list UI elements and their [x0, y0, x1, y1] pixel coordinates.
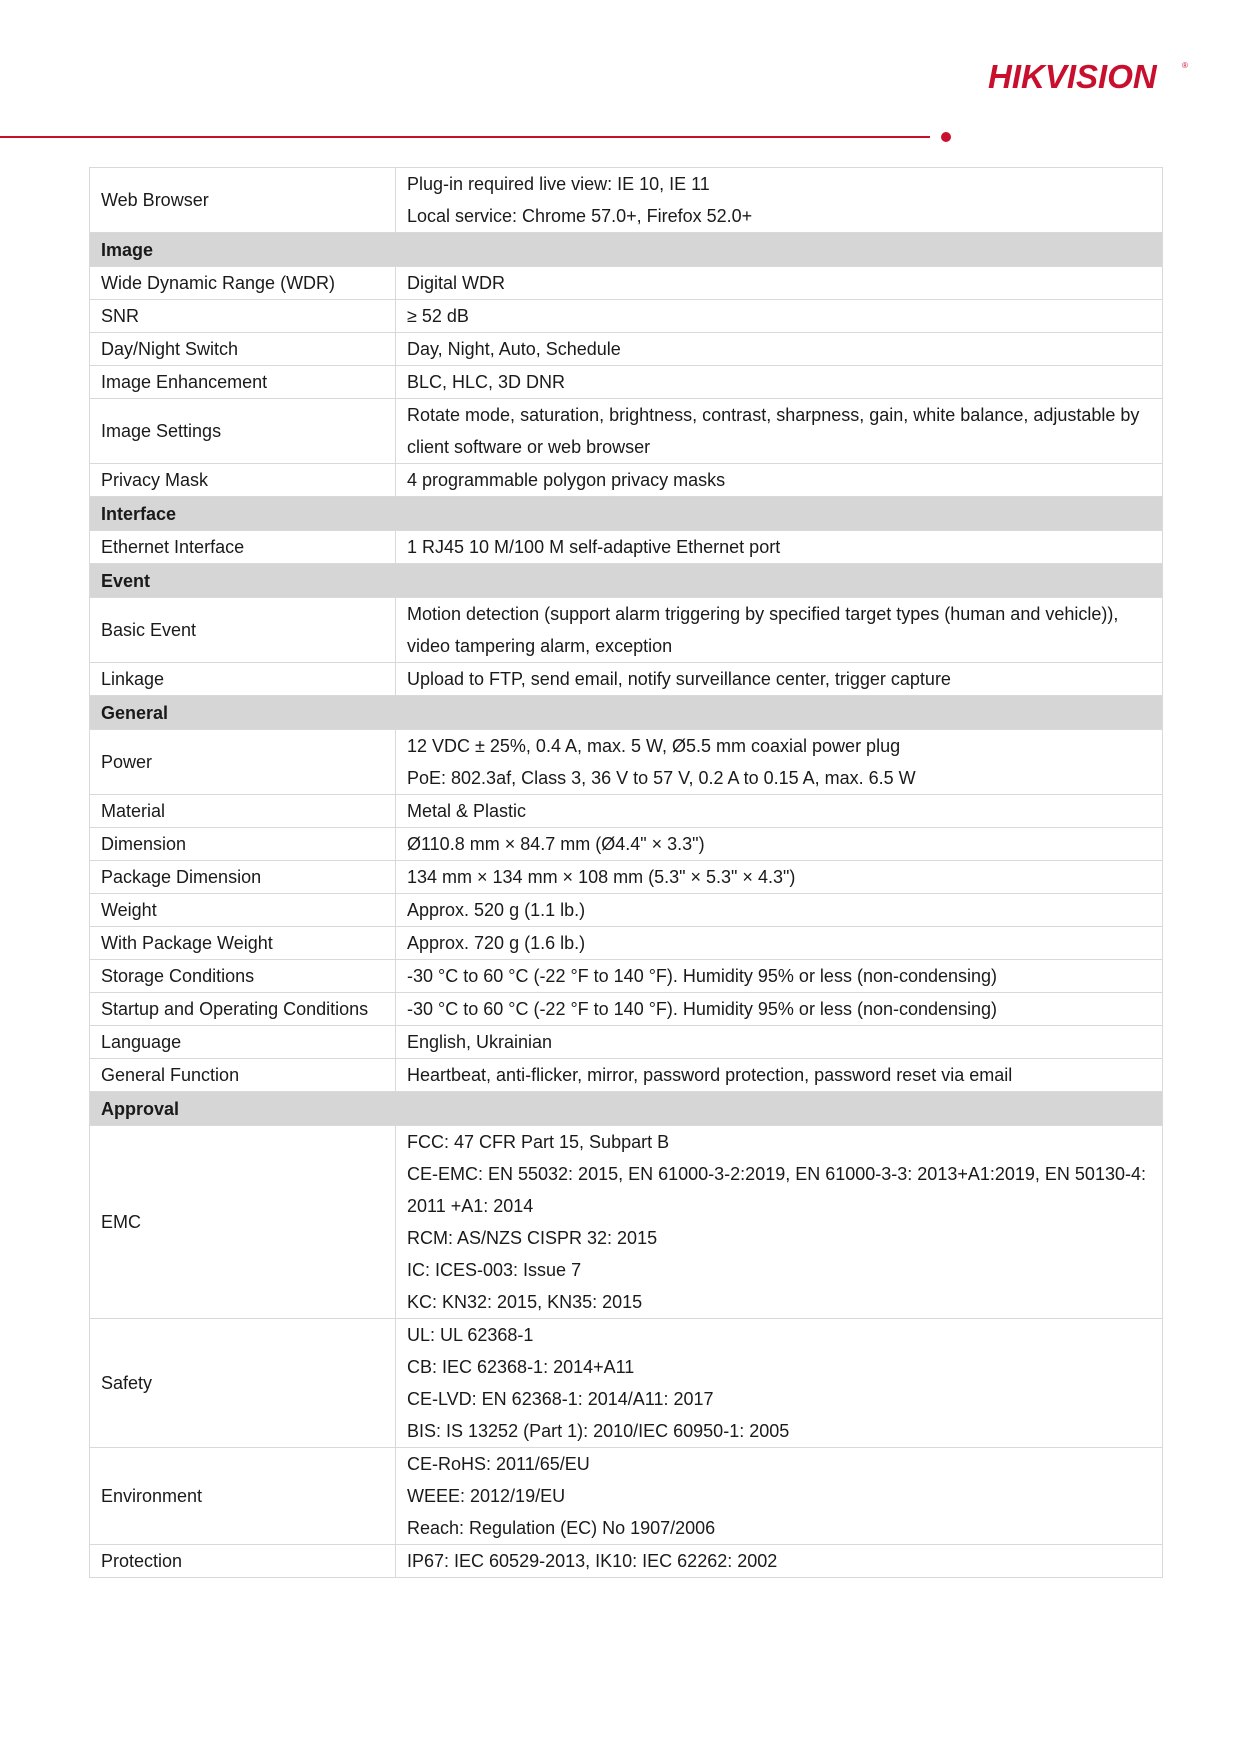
- spec-value: [396, 663, 1163, 696]
- spec-value-line: PoE: 802.3af, Class 3, 36 V to 57 V, 0.2 A to 0.15 A, max. 6.5 W: [407, 768, 916, 788]
- spec-value: [396, 464, 1163, 497]
- spec-value-line: 4 programmable polygon privacy masks: [407, 470, 726, 490]
- spec-value-line: Motion detection (support alarm triggering by specified target types (human and vehicle)), video tampering alarm, exception: [407, 604, 1119, 656]
- spec-label: Material: [90, 795, 396, 828]
- section-header-row: [90, 1092, 1163, 1126]
- section-header-row: [90, 564, 1163, 598]
- spec-value: [396, 927, 1163, 960]
- spec-value-line: RCM: AS/NZS CISPR 32: 2015: [407, 1228, 658, 1248]
- spec-row: [90, 1448, 1163, 1545]
- spec-value-line: WEEE: 2012/19/EU: [407, 1486, 566, 1506]
- spec-label: Package Dimension: [90, 861, 396, 894]
- spec-row: [90, 927, 1163, 960]
- spec-row: [90, 399, 1163, 464]
- spec-value-line: Day, Night, Auto, Schedule: [407, 339, 621, 359]
- spec-value: [396, 531, 1163, 564]
- spec-label: Weight: [90, 894, 396, 927]
- spec-value-line: Heartbeat, anti-flicker, mirror, password protection, password reset via email: [407, 1065, 1013, 1085]
- hikvision-logo: [988, 56, 1193, 96]
- spec-label: Web Browser: [90, 168, 396, 233]
- spec-value-line: Rotate mode, saturation, brightness, contrast, sharpness, gain, white balance, adjustable by client software or web browser: [407, 405, 1140, 457]
- spec-row: [90, 333, 1163, 366]
- spec-label: Basic Event: [90, 598, 396, 663]
- svg-text:®: ®: [1182, 61, 1188, 70]
- spec-label: Startup and Operating Conditions: [90, 993, 396, 1026]
- spec-value: [396, 1059, 1163, 1092]
- spec-row: [90, 1319, 1163, 1448]
- header-dot: [941, 132, 951, 142]
- spec-label: Environment: [90, 1448, 396, 1545]
- spec-value-line: IP67: IEC 60529-2013, IK10: IEC 62262: 2002: [407, 1551, 778, 1571]
- spec-label: Image Settings: [90, 399, 396, 464]
- spec-value-line: UL: UL 62368-1: [407, 1325, 534, 1345]
- spec-row: [90, 960, 1163, 993]
- spec-value-line: English, Ukrainian: [407, 1032, 553, 1052]
- spec-value-line: KC: KN32: 2015, KN35: 2015: [407, 1292, 643, 1312]
- section-header-row: [90, 233, 1163, 267]
- spec-row: [90, 663, 1163, 696]
- spec-value-line: CE-RoHS: 2011/65/EU: [407, 1454, 590, 1474]
- spec-value: [396, 1545, 1163, 1578]
- spec-value: [396, 168, 1163, 233]
- spec-value-line: Metal & Plastic: [407, 801, 527, 821]
- spec-value: [396, 300, 1163, 333]
- spec-row: [90, 795, 1163, 828]
- spec-label: Privacy Mask: [90, 464, 396, 497]
- spec-label: Ethernet Interface: [90, 531, 396, 564]
- spec-value: [396, 1319, 1163, 1448]
- spec-row: [90, 300, 1163, 333]
- spec-row: [90, 1545, 1163, 1578]
- spec-value: [396, 1448, 1163, 1545]
- spec-value-line: 134 mm × 134 mm × 108 mm (5.3" × 5.3" × 4.3"): [407, 867, 796, 887]
- section-title: Image: [90, 233, 1163, 267]
- spec-label: Protection: [90, 1545, 396, 1578]
- section-title: General: [90, 696, 1163, 730]
- spec-value-line: Reach: Regulation (EC) No 1907/2006: [407, 1518, 716, 1538]
- header-divider: [0, 136, 930, 138]
- spec-value-line: Upload to FTP, send email, notify surveillance center, trigger capture: [407, 669, 951, 689]
- spec-value-line: Plug-in required live view: IE 10, IE 11: [407, 174, 710, 194]
- spec-value-line: Digital WDR: [407, 273, 506, 293]
- spec-value-line: BIS: IS 13252 (Part 1): 2010/IEC 60950-1: 2005: [407, 1421, 790, 1441]
- spec-value-line: Approx. 520 g (1.1 lb.): [407, 900, 586, 920]
- spec-row: [90, 531, 1163, 564]
- spec-value: [396, 795, 1163, 828]
- spec-table: [89, 167, 1163, 1578]
- spec-label: Linkage: [90, 663, 396, 696]
- spec-row: [90, 1059, 1163, 1092]
- spec-label: Image Enhancement: [90, 366, 396, 399]
- section-title: Approval: [90, 1092, 1163, 1126]
- logo-text: HIKVISION: [988, 58, 1157, 95]
- spec-value: [396, 267, 1163, 300]
- section-title: Event: [90, 564, 1163, 598]
- spec-row: [90, 894, 1163, 927]
- spec-value: [396, 960, 1163, 993]
- spec-value-line: CB: IEC 62368-1: 2014+A11: [407, 1357, 635, 1377]
- spec-value: [396, 598, 1163, 663]
- spec-row: [90, 366, 1163, 399]
- spec-value: [396, 993, 1163, 1026]
- spec-value-line: -30 °C to 60 °C (-22 °F to 140 °F). Humidity 95% or less (non-condensing): [407, 966, 998, 986]
- section-header-row: [90, 497, 1163, 531]
- section-title: Interface: [90, 497, 1163, 531]
- spec-value: [396, 861, 1163, 894]
- spec-value: [396, 730, 1163, 795]
- spec-value: [396, 828, 1163, 861]
- spec-row: [90, 1026, 1163, 1059]
- spec-value: [396, 399, 1163, 464]
- spec-value-line: -30 °C to 60 °C (-22 °F to 140 °F). Humidity 95% or less (non-condensing): [407, 999, 998, 1019]
- section-header-row: [90, 696, 1163, 730]
- spec-label: Storage Conditions: [90, 960, 396, 993]
- spec-value-line: Approx. 720 g (1.6 lb.): [407, 933, 586, 953]
- spec-label: General Function: [90, 1059, 396, 1092]
- spec-value-line: CE-LVD: EN 62368-1: 2014/A11: 2017: [407, 1389, 714, 1409]
- spec-value: [396, 1126, 1163, 1319]
- spec-label: Safety: [90, 1319, 396, 1448]
- spec-label: SNR: [90, 300, 396, 333]
- spec-row: [90, 1126, 1163, 1319]
- spec-row: [90, 598, 1163, 663]
- spec-value-line: 1 RJ45 10 M/100 M self-adaptive Ethernet port: [407, 537, 781, 557]
- spec-row: [90, 861, 1163, 894]
- spec-value-line: CE-EMC: EN 55032: 2015, EN 61000-3-2:2019, EN 61000-3-3: 2013+A1:2019, EN 50130-4: 2011 +A1: 2014: [407, 1164, 1146, 1216]
- spec-value: [396, 333, 1163, 366]
- spec-value-line: Local service: Chrome 57.0+, Firefox 52.0+: [407, 206, 753, 226]
- spec-row: [90, 267, 1163, 300]
- spec-value: [396, 1026, 1163, 1059]
- spec-label: With Package Weight: [90, 927, 396, 960]
- spec-label: Wide Dynamic Range (WDR): [90, 267, 396, 300]
- spec-value-line: 12 VDC ± 25%, 0.4 A, max. 5 W, Ø5.5 mm coaxial power plug: [407, 736, 901, 756]
- spec-row: [90, 168, 1163, 233]
- spec-label: EMC: [90, 1126, 396, 1319]
- spec-label: Dimension: [90, 828, 396, 861]
- spec-row: [90, 993, 1163, 1026]
- spec-value: [396, 366, 1163, 399]
- spec-value-line: BLC, HLC, 3D DNR: [407, 372, 566, 392]
- spec-value-line: FCC: 47 CFR Part 15, Subpart B: [407, 1132, 670, 1152]
- spec-row: [90, 464, 1163, 497]
- spec-row: [90, 730, 1163, 795]
- spec-value-line: ≥ 52 dB: [407, 306, 469, 326]
- spec-value: [396, 894, 1163, 927]
- spec-value-line: Ø110.8 mm × 84.7 mm (Ø4.4" × 3.3"): [407, 834, 705, 854]
- spec-label: Power: [90, 730, 396, 795]
- spec-value-line: IC: ICES-003: Issue 7: [407, 1260, 582, 1280]
- spec-label: Day/Night Switch: [90, 333, 396, 366]
- spec-label: Language: [90, 1026, 396, 1059]
- spec-row: [90, 828, 1163, 861]
